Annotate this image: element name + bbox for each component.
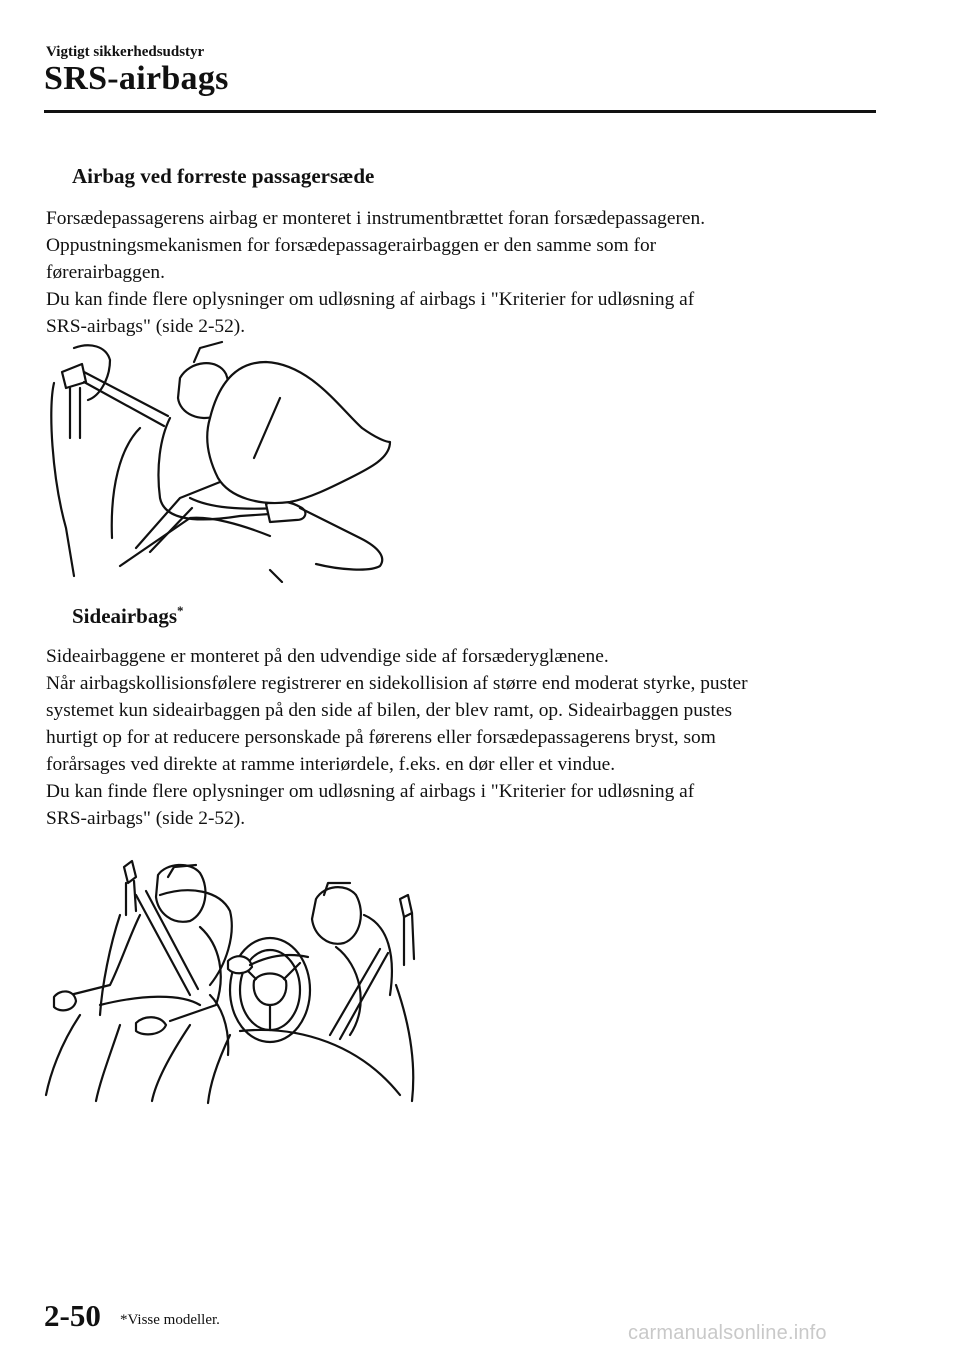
paragraph-passenger-airbag xyxy=(46,205,886,340)
text-line: systemet kun sideairbaggen på den side af bilen, der blev ramt, op. Sideairbaggen pustes xyxy=(46,700,733,721)
text-line: Sideairbaggene er monteret på den udvendige side af forsæderyglænene. xyxy=(46,646,609,667)
text-line: Du kan finde flere oplysninger om udløsning af airbags i "Kriterier for udløsning af xyxy=(46,289,695,310)
section-heading-passenger-airbag: Airbag ved forreste passagersæde xyxy=(72,164,375,188)
watermark-text: carmanualsonline.info xyxy=(628,1322,827,1344)
header-divider xyxy=(44,110,876,113)
page-number: 2-50 xyxy=(44,1298,101,1333)
section-heading-side-airbags xyxy=(72,603,184,629)
page-title: SRS-airbags xyxy=(44,60,229,97)
text-line: SRS-airbags" (side 2-52). xyxy=(46,316,246,337)
passenger-airbag-illustration xyxy=(40,338,400,583)
heading-text: Sideairbags xyxy=(72,604,178,628)
text-line: forårsages ved direkte at ramme interiørdele, f.eks. en dør eller et vindue. xyxy=(46,754,616,775)
text-line: Når airbagskollisionsfølere registrerer en sidekollision af større end moderat styrke, puster xyxy=(46,673,748,694)
text-line: Forsædepassagerens airbag er monteret i instrumentbrættet foran forsædepassageren. xyxy=(46,208,706,229)
footnote-marker: * xyxy=(177,603,184,618)
paragraph-side-airbags xyxy=(46,643,886,832)
footnote: *Visse modeller. xyxy=(120,1312,220,1328)
side-airbags-illustration xyxy=(40,855,430,1105)
text-line: Du kan finde flere oplysninger om udløsning af airbags i "Kriterier for udløsning af xyxy=(46,781,695,802)
text-line: førerairbaggen. xyxy=(46,262,165,283)
text-line: hurtigt op for at reducere personskade på førerens eller forsædepassagerens bryst, som xyxy=(46,727,716,748)
section-label: Vigtigt sikkerhedsudstyr xyxy=(46,44,205,60)
text-line: SRS-airbags" (side 2-52). xyxy=(46,808,246,829)
text-line: Oppustningsmekanismen for forsædepassagerairbaggen er den samme som for xyxy=(46,235,657,256)
